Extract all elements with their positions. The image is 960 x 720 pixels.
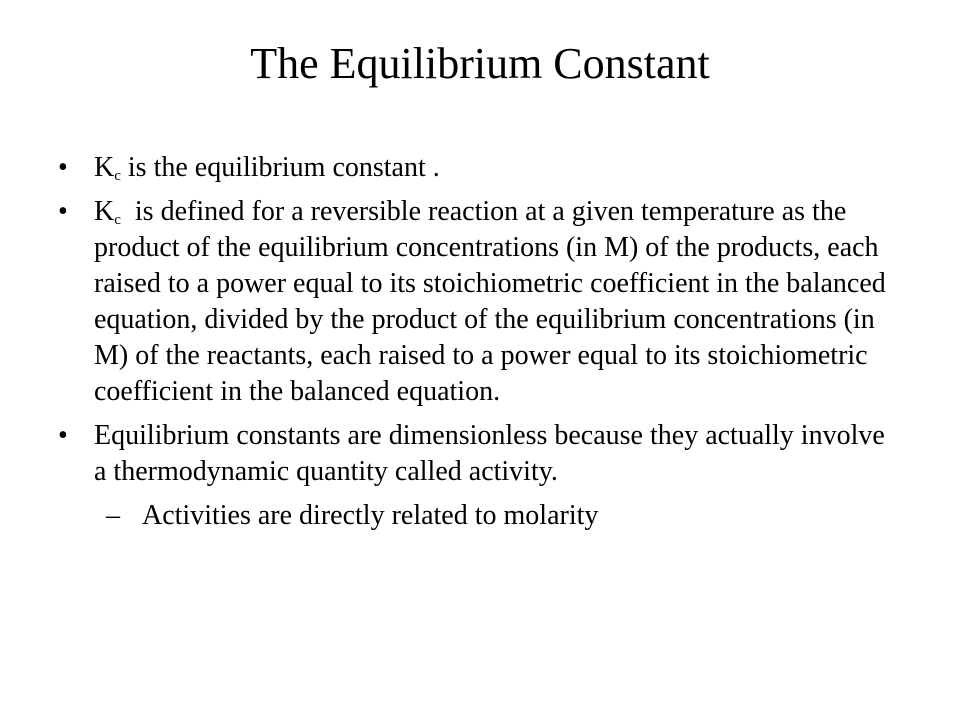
kc-symbol: K <box>94 152 115 183</box>
dash-icon: – <box>106 500 120 531</box>
kc-subscript: c <box>114 212 121 228</box>
bullet-kc-definition-short <box>58 150 888 186</box>
bullet-icon: • <box>58 420 68 451</box>
kc-symbol: K <box>94 196 115 227</box>
bullet-icon: • <box>58 196 68 227</box>
kc-subscript: c <box>114 168 121 184</box>
bullet-text: is the equilibrium constant . <box>120 152 440 183</box>
sub-bullet-text: Activities are directly related to molarity <box>142 500 599 531</box>
bullet-icon: • <box>58 152 68 183</box>
sub-bullet-activities <box>58 498 888 534</box>
slide-title: The Equilibrium Constant <box>250 39 710 88</box>
bullet-dimensionless <box>58 418 888 490</box>
bullet-text: Equilibrium constants are dimensionless because they actually involve a thermodynamic quantity called activity. <box>94 420 885 487</box>
bullet-text: is defined for a reversible reaction at a given temperature as the product of the equilibrium concentrations (in M) of the products, each raised to a power equal to its stoichiometric coefficient in the balanced equation, divided by the product of the equilibrium concentrations (in M) of the reactants, each raised to a power equal to its stoichiometric coefficient in the balanced equation. <box>94 196 893 407</box>
slide-body <box>58 150 893 534</box>
bullet-kc-definition-long <box>58 194 893 410</box>
